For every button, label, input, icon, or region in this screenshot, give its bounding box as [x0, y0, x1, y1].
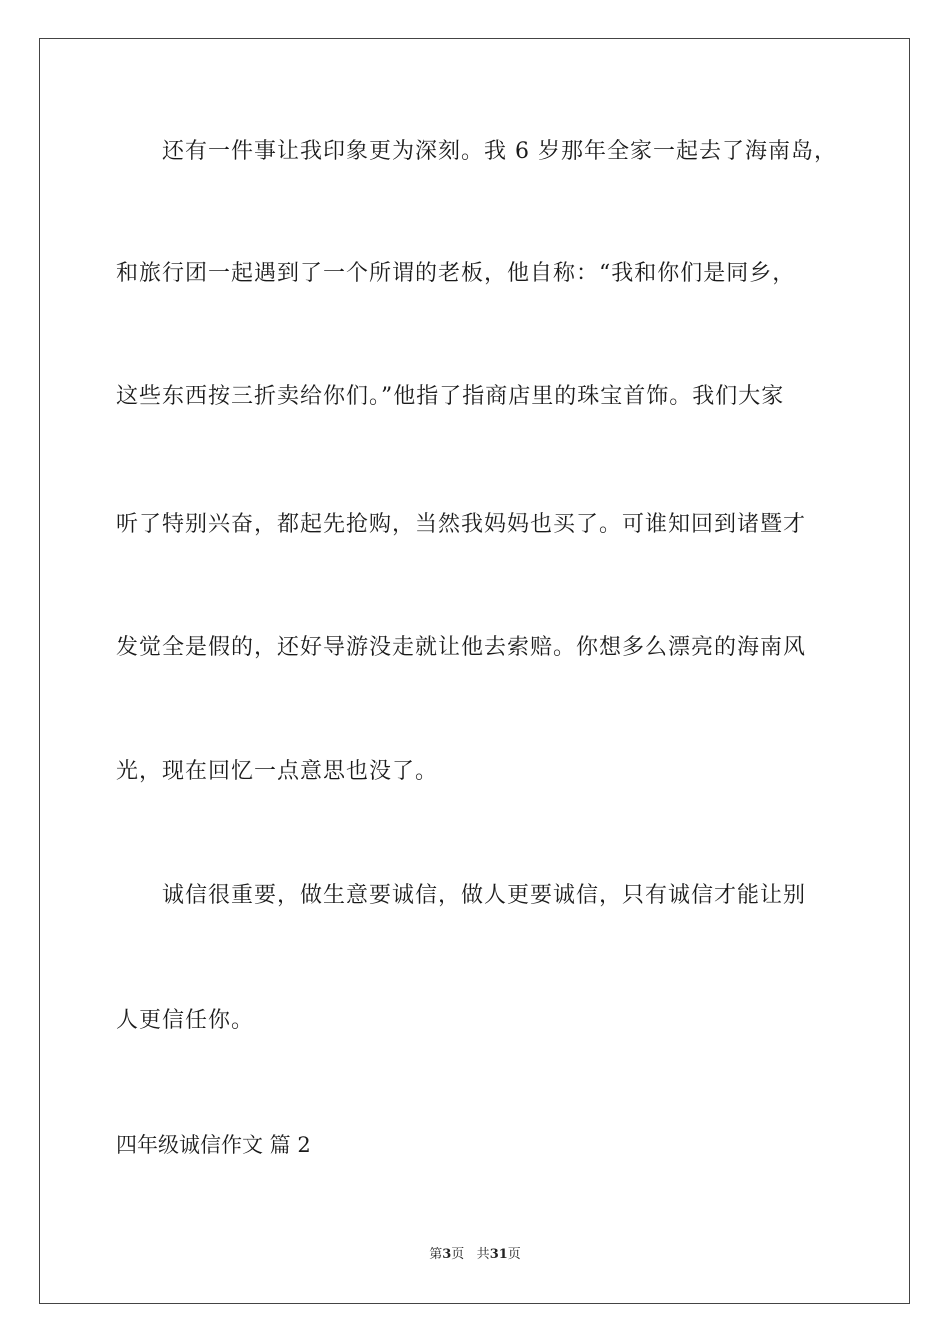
page-border: [39, 38, 910, 1304]
paragraph-1-line-6: 光，现在回忆一点意思也没了。: [116, 759, 439, 784]
paragraph-1-line-4: 听了特别兴奋，都起先抢购，当然我妈妈也买了。可谁知回到诸暨才: [116, 512, 807, 537]
section-heading: 四年级诚信作文 篇 2: [116, 1133, 311, 1157]
footer-total-suffix: 页: [507, 1247, 521, 1262]
page-footer: [0, 1246, 950, 1264]
footer-page-current: 3: [442, 1247, 452, 1262]
paragraph-1-line-1: 还有一件事让我印象更为深刻。我 6 岁那年全家一起去了海南岛，: [162, 139, 837, 164]
paragraph-1-line-5: 发觉全是假的，还好导游没走就让他去索赔。你想多么漂亮的海南风: [116, 635, 807, 660]
footer-page-suffix: 页: [451, 1247, 465, 1262]
footer-page-prefix: 第: [429, 1247, 443, 1262]
paragraph-1-line-3: 这些东西按三折卖给你们。”他指了指商店里的珠宝首饰。我们大家: [116, 384, 785, 409]
footer-total-prefix: 共: [476, 1247, 490, 1262]
paragraph-2-line-1: 诚信很重要，做生意要诚信，做人更要诚信，只有诚信才能让别: [162, 883, 807, 908]
paragraph-2-line-2: 人更信任你。: [116, 1008, 255, 1033]
footer-page-total: 31: [489, 1247, 508, 1262]
paragraph-1-line-2: 和旅行团一起遇到了一个所谓的老板，他自称：“我和你们是同乡，: [116, 261, 796, 286]
